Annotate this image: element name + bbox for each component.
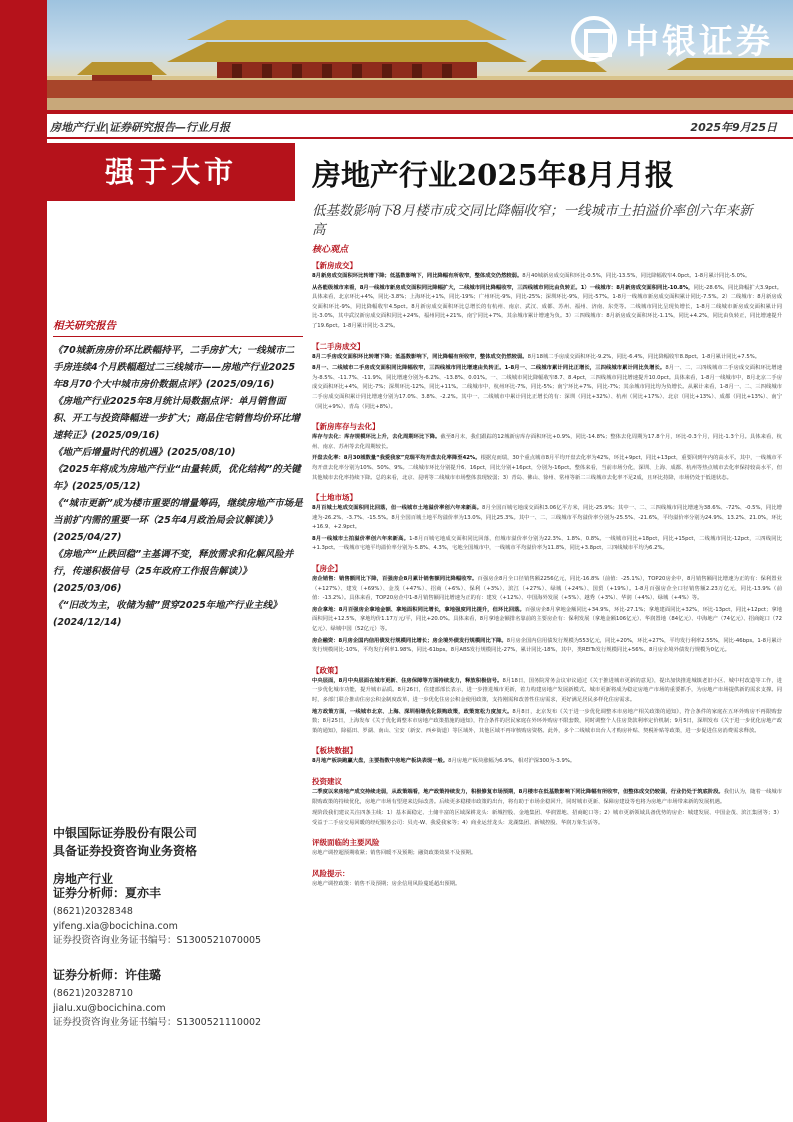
- paragraph-lead: 8月地产板块跑赢大盘，主要指数中房地产板块表现一般。: [312, 758, 449, 765]
- paragraph-lead: 房企融资：8月房企国内信用债发行规模同比增长；房企境外债发行规模同比下降。: [312, 637, 507, 644]
- paragraph-text: 8月一、二、三四线城市二手房成交面积环比增速为-8.5%、-11.7%、-11.9%，同比增速分别为-6.2%、-13.8%、0.01%。一、二线城市同比降幅收窄8.7、8.4pct，三四线城市同比增速提升10.0pct。具体来看，1-8月一线城市中，8月北京二手房成交面积环比+4%，同比-7%；深圳环比-12%，同比+11%。二线城市中，杭州环比-7%，同比-5%；南宁环比+7%，同比-7%；其余城市同比均为负增长。从累计来看，1-8月一、二、三四线城市二手房成交面积累计同比增速分别为17.0%、3.8%、-2.2%。其中一、二线城市中累计同比正增长的有：深圳（同比+32%）、杭州（同比+17%）、北京（同比+13%）、成都（同比+13%）、南宁（同比+9%）、青岛（同比+8%）。: [312, 365, 782, 410]
- paragraph-text: 8月18日，国务院常务会议审议通过《关于推进城市更新的意见》，提出加快推进城镇老旧小区、城中村改造等工作，进一步优化城市功能，提升城市品质。8月26日，住建部部长表示，进一步推进城市更新，着力构建房地产发展新模式。城市更新将成为稳定房地产市场的重要抓手，为房地产市场提供新的需求支撑。同时，多部门联合推动住房公积金制度改革，进一步优化住房公积金使用政策，支持刚需和改善性住房需求，更好满足居民多样化住房需求。: [312, 677, 782, 703]
- analyst-block: [53, 966, 303, 1031]
- report-subtitle: 低基数影响下8月楼市成交同比降幅收窄；一线城市土拍溢价率创六年来新高: [312, 203, 753, 238]
- paragraph-text: 8月8日，北京发布《关于进一步优化调整本市房地产相关政策的通知》，符合条件的家庭在五环外购房不再限购套数；8月25日，上海发布《关于优化调整本市房地产政策措施的通知》，符合条件的居民家庭在外环外购房不限套数，同时调整个人住房贷款利率定价机制；9月5日，深圳发布《关于进一步优化房地产政策的通知》，除福田、罗湖、南山、宝安（新安、西乡街道）等区域外，其他区域不再审核购房资格。此外，多个二线城市出台人才购房补贴、契税补贴等政策，进一步促进住房消费需求释放。: [312, 708, 782, 734]
- section-paragraph: [312, 849, 782, 859]
- analyst-email[interactable]: yifeng.xia@bocichina.com: [53, 920, 178, 932]
- paragraph-lead: 库存与去化：库存规模环比上升，去化周期环比下降。: [312, 434, 441, 441]
- paragraph-text: 根据克而瑞，30个重点城市8月平均开盘去化率为42%，环比+9pct，同比+13pct，重要回到年内的高水平。其中，一线城市平均开盘去化率分别为10%、50%、9%。二线城市环比分别提升6、16pct，同比分别+16pct，分别为-16pct。整体来看，当前市场分化，深圳、上海、成都、杭州等热点城市去化率保持较高水平，但其他城市去化率持续下降。总的来看，北京、昆明等二线城市市场整体表现较弱；3）青岛、佛山、徐州、常州等新二三线城市去化率不足2成，且环比持降，市场仍处于低迷状态。: [312, 455, 782, 481]
- paragraph-text: 8月18城二手房成交面积环比-9.2%，同比-6.4%，同比降幅收窄8.8pct。1-8月累计同比+7.5%。: [527, 353, 761, 360]
- analyst-name: 证券分析师：许佳璐: [53, 968, 162, 982]
- section-paragraph: [312, 757, 782, 767]
- paragraph-lead: 房企拿地：8月百强房企拿地金额、拿地面积同比增长，拿地强度同比提升，但环比回落。: [312, 606, 525, 613]
- firm-name: 中银国际证券股份有限公司: [53, 826, 198, 840]
- section-paragraph: [312, 637, 782, 656]
- paragraph-text: 同比-28.6%，同比降幅扩大3.9pct。具体来看，北京环比+4%，同比-3.8%；上海环比+1%，同比-19%；广州环比-9%，同比-25%；深圳环比-9%，同比-57%。1-8月一线城市新房成交面积累计同比-7.5%。2）二线城市：8月新房成交面积环比-9%，同比降幅收窄4.5pct。8月新房成交面积环比总增长的有杭州、南京、武汉、成都、苏州、福州、济南、东莞等。二线城市同比呈现负增长，1-8月二线城市新房成交面积累计同比-3.0%，其中武汉新房成交面积同比+24%，福州同比+21%，南宁同比+7%，其余城市累计增速为负。3）三四线城市：8月新房成交面积环比-1.1%，同比+4.2%，同比由负转正，同比增速提升了19.6pct。1-8月累计同比-3.2%。: [312, 284, 782, 329]
- firm-qualification: 具备证券投资咨询业务资格: [53, 844, 198, 858]
- related-report-item[interactable]: 《“城市更新”成为楼市重要的增量筹码，继续房地产市场是当前扩内需的重要一环（25年4月政治局会议解读）》(2025/04/27): [53, 498, 303, 543]
- firm-info: [53, 824, 303, 888]
- section-paragraph: [312, 364, 782, 412]
- section-paragraph: [312, 575, 782, 604]
- section-heading: 评级面临的主要风险: [312, 838, 380, 848]
- left-red-bar: [0, 0, 47, 1122]
- analyst-block: [53, 884, 303, 949]
- firm-sector: 房地产行业: [53, 872, 114, 886]
- paragraph-text: 我们认为，随着一线城市限购政策的持续优化，房地产市场有望迎来边际改善。后续更多稳楼市政策的出台，将有助于市场企稳回升，同时城市更新、保障房建设等也将为房地产市场带来新的发展机遇。: [312, 788, 782, 805]
- paragraph-text: 现阶段我们建议关注四条主线：1）基本面稳定、土储丰富的区域深耕龙头：新城控股、金地集团、华润置地、招商蛇口等；2）城市更新领域具备优势的房企：城建发展、中国金茂、滨江集团等；3）受益于二手房交易回暖的经纪服务公司：贝壳-W、我爱我家等；4）商业运营龙头：龙湖集团、新城控股、华润万象生活等。: [312, 810, 782, 826]
- related-reports-list: [53, 342, 303, 631]
- related-report-item[interactable]: 《房地产“止跌回稳”主基调不变，释放需求和化解风险并行，传递积极信号（25年政府工作报告解读）》(2025/03/06): [53, 549, 294, 594]
- section-heading: 【二手房成交】: [312, 341, 365, 351]
- paragraph-lead: 中央层面，8月中央层面在城市更新、住房保障等方面持续发力，释放积极信号。: [312, 677, 503, 684]
- related-report-item[interactable]: 《2025年将成为房地产行业“由量转质，优化结构”的关键年》(2025/05/12): [53, 464, 301, 492]
- report-header: [50, 116, 785, 136]
- section-paragraph: [312, 788, 782, 807]
- paragraph-lead: 8月二手房成交面积环比转增下降；低基数影响下，同比降幅有所收窄，整体成交仍然较弱。: [312, 353, 528, 360]
- paragraph-text: 8月房企国内信用债发行规模为553亿元，同比+20%，环比+27%，平均发行利率2.55%，同比-46bps。1-8月累计发行规模同比-10%，平均发行利率1.98%，同比-61bps。8月ABS发行规模同比-27%，累计同比-18%，其中，类REITs发行规模同比+56%。8月房企境外债发行规模为0亿元。: [312, 637, 782, 654]
- section-heading: 投资建议: [312, 776, 342, 786]
- section-heading: 【新房库存与去化】: [312, 422, 380, 432]
- section-paragraph: [312, 677, 782, 706]
- related-report-item[interactable]: 《“旧改为主，收储为辅”贯穿2025年地产行业主线》(2024/12/14): [53, 600, 282, 628]
- paragraph-text: 8月40城新房成交面积环比-0.5%，同比-13.5%，同比降幅收窄4.0pct。1-8月累计同比-5.0%。: [522, 273, 751, 279]
- report-category: 房地产行业|证券研究报告—行业月报: [50, 121, 231, 134]
- paragraph-lead: 8月新房成交面积环比转增下降；低基数影响下，同比降幅有所收窄，整体成交仍然较弱。: [312, 273, 523, 279]
- rating-badge: 强于大市: [47, 143, 295, 201]
- section-heading: 【新房成交】: [312, 261, 357, 270]
- section-paragraph: [312, 454, 782, 483]
- related-reports: [53, 318, 303, 631]
- related-report-item[interactable]: 《70城新房房价环比跌幅持平，二手房扩大；一线城市二手房连续4个月跌幅超过二三线城市——房地产行业2025年8月70个大中城市房价数据点评》(2025/09/16): [53, 345, 296, 390]
- analyst-cert: 证券投资咨询业务证书编号：S1300521110002: [53, 1017, 262, 1028]
- section-heading: 【房企】: [312, 564, 342, 574]
- section-paragraph: [312, 708, 782, 737]
- section-paragraph: [312, 284, 782, 332]
- header-rule: [47, 110, 793, 114]
- paragraph-lead: 从各能级城市来看，8月一线城市新房成交面积同比降幅扩大，二线城市同比降幅收窄，三四线城市同比由负转正。1）一线城市：8月新房成交面积同比-10.8%，: [312, 284, 694, 291]
- section-heading: 【土地市场】: [312, 493, 357, 503]
- boc-emblem-icon: [571, 16, 617, 62]
- related-reports-title: 相关研究报告: [53, 318, 303, 337]
- section-paragraph: [312, 809, 782, 828]
- analyst-cert: 证券投资咨询业务证书编号：S1300521070005: [53, 935, 262, 946]
- main-content: [312, 253, 782, 1113]
- paragraph-text: 房地产调控超预期收紧；销售回暖不及预期；融资政策效果不及预期。: [312, 850, 477, 857]
- section-paragraph: [312, 535, 782, 554]
- section-paragraph: [312, 606, 782, 635]
- related-report-item[interactable]: 《房地产行业2025年8月统计局数据点评：单月销售面积、开工与投资降幅进一步扩大；商品住宅销售均价环比增速转正》(2025/09/16): [53, 396, 301, 441]
- paragraph-lead: 开盘去化率：8月30城数量“我爱我家”克瑞平均开盘去化率降至42%。: [312, 455, 481, 462]
- section-paragraph: [312, 433, 782, 452]
- section-heading: 风险提示：: [312, 868, 350, 878]
- section-paragraph: [312, 272, 782, 282]
- paragraph-text: 百强房企8月全口径销售额2256亿元，同比-16.8%（前值：-25.1%），TOP20房企中，8月销售额同比增速为正的有：保利置业（+127%）、建发（+69%）、金茂（+47%）、招商（+6%）、保利（+3%）、滨江（+27%）、绿城（+24%）、国贸（+19%）。1-8月百强房企全口径销售额2.23万亿元，同比-13.9%（前值：-13.2%）。具体来看，TOP20房企中1-8月销售额同比增速为正的有：建发（+12%）、中国海外发展（+5%）、越秀（+3%）、华润（+4%）、绿城（+4%）等。: [312, 576, 782, 602]
- report-title: 房地产行业2025年8月月报: [312, 158, 674, 192]
- cover-photo: [47, 0, 793, 110]
- core-view-label: 核心观点: [312, 245, 349, 255]
- analyst-phone: (8621)20328348: [53, 906, 133, 917]
- paragraph-lead: 地方政策方面，一线城市北京、上海、深圳相继优化限购政策，政策宽松力度加大。: [312, 708, 513, 715]
- paragraph-lead: 二季度以来房地产成交持续走弱，从政策端看，地产政策持续发力，积极修复市场预期，8月楼市在低基数影响下同比降幅有所收窄，但整体成交仍较弱，行业仍处于筑底阶段。: [312, 788, 724, 795]
- brand-logo: [571, 14, 773, 63]
- paragraph-text: 百强房企8月拿地金额同比+34.9%，环比-27.1%；拿地建面同比+32%，环比-13pct，同比+12pct；拿地面积同比+12.5%，拿地均价1.17万元/平，同比+20.0%。具体来看，8月拿地金额排名靠前的主要房企有：保利发展（拿地金额106亿元）、华润置地（84亿元）、中海地产（74亿元）、招商蛇口（72亿元）、绿城中国（52亿元）等。: [312, 606, 782, 633]
- analyst-name: 证券分析师：夏亦丰: [53, 886, 162, 900]
- analyst-email[interactable]: jialu.xu@bocichina.com: [53, 1002, 166, 1014]
- paragraph-lead: 8月一、二线城市二手房成交面积同比降幅收窄，三四线城市同比增速由负转正。1-8月一、二线城市累计同比正增长，三四线城市累计同比负增长。: [312, 365, 666, 372]
- paragraph-text: 房地产调控政策：销售不及预期；房企信用风险蔓延超出预期。: [312, 880, 461, 887]
- paragraph-text: 8月全国百城宅地成交面积3.06亿平方米，同比-25.9%；其中一、二、三四线城市同比增速为38.6%、-72%、-0.5%，同比增速为-26.2%、-3.7%、-15.5%。8月全国百城土地平均溢价率为13.0%，同比25.3%。其中一、二、三线城市平均溢价率分别为-25.5%、-21.6%，平均溢价率分别为24.9%、13.2%、21.0%，环比+16.9、+2.9pct。: [312, 505, 782, 531]
- section-paragraph: [312, 353, 782, 363]
- paragraph-lead: 8月一线城市土拍溢价率创六年来新高。: [312, 535, 410, 542]
- section-paragraph: [312, 880, 782, 890]
- header-rule-bottom: [47, 137, 793, 139]
- section-heading: 【板块数据】: [312, 746, 357, 756]
- section-heading: 【政策】: [312, 665, 342, 675]
- brand-name: 中银证券: [625, 22, 773, 62]
- paragraph-lead: 房企销售：销售额同比下降，百强房企8月累计销售额同比降幅收窄。: [312, 576, 478, 583]
- paragraph-text: 8月房地产板块涨幅为6.9%，相对沪深300为-3.9%。: [448, 758, 576, 765]
- paragraph-text: 1-8月百城宅地成交面积同比回落，但城市溢价率分别为22.3%、1.8%、0.8%。一线城市同比+18pct，同比+15pct，二线城市同比-12pct，三四线同比+1.3pct。一线城市宅地平均溢价率分别为-5.8%、4.3%，宅地全国城市中，一线城市平均溢价率为11.8%，同比+3.8pct，三四线城市平均为6.2%。: [312, 535, 782, 552]
- report-date: 2025年9月25日: [690, 121, 777, 134]
- paragraph-lead: 8月百城土地成交面积同比回落，但一线城市土地溢价率创六年来新高。: [312, 505, 483, 512]
- section-paragraph: [312, 504, 782, 533]
- analyst-phone: (8621)20328710: [53, 988, 133, 999]
- paragraph-text: 截至8月末，我们跟踪的12城新房库存面积环比+0.9%，同比-14.8%；整体去化周期为17.8个月，环比-0.3个月，同比-1.3个月。具体来看，杭州、南京、苏州等去化周期较长。: [312, 434, 782, 450]
- related-report-item[interactable]: 《地产后增量时代的机遇》(2025/08/10): [53, 447, 236, 458]
